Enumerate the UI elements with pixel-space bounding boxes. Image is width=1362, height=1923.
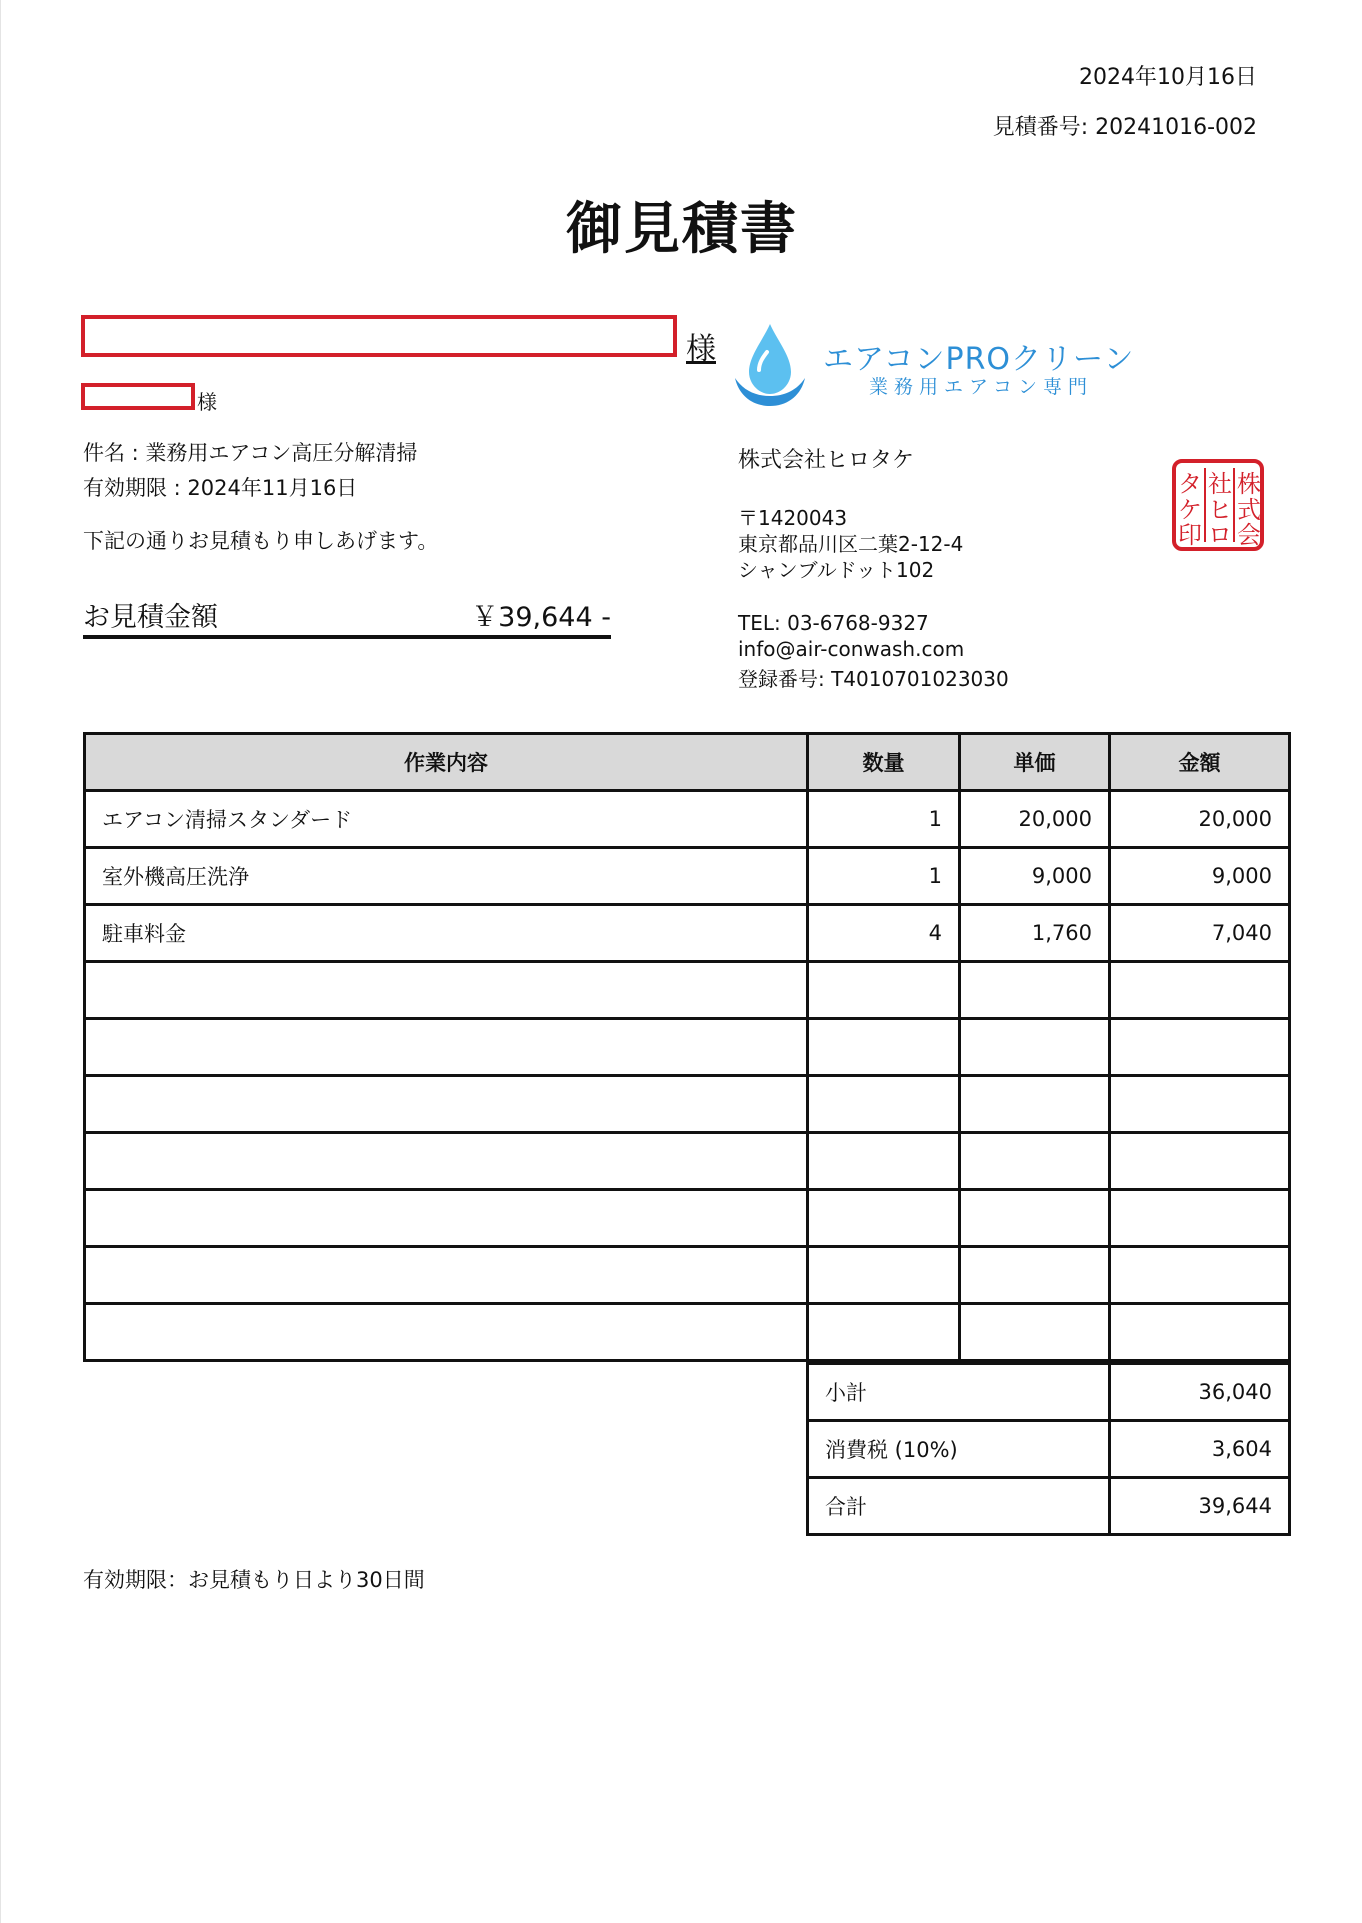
company-logo [733,322,1133,412]
table-row [85,905,1290,962]
logo-subtitle: 業務用エアコン専門 [869,376,1094,398]
item-description [85,1019,808,1076]
item-unit-price [960,1133,1110,1190]
header-amount: 金額 [1110,734,1290,791]
item-amount [1110,1247,1290,1304]
item-unit-price: 9,000 [960,848,1110,905]
item-quantity [808,1076,960,1133]
totals-value: 39,644 [1110,1478,1290,1535]
items-body [85,791,1290,1361]
estimate-number: 見積番号: 20241016-002 [992,115,1257,140]
item-description [85,1133,808,1190]
totals-value: 3,604 [1110,1421,1290,1478]
item-description: 室外機高圧洗浄 [85,848,808,905]
item-amount: 20,000 [1110,791,1290,848]
item-unit-price: 1,760 [960,905,1110,962]
redacted-recipient-person [81,383,195,410]
validity-note: 有効期限：お見積もり日より30日間 [83,1568,425,1592]
company-phone: TEL: 03-6768-9327 [738,611,929,635]
table-row [85,848,1290,905]
water-drop-icon [733,322,807,408]
item-quantity [808,962,960,1019]
item-amount [1110,1133,1290,1190]
company-seal-icon [1171,458,1265,552]
totals-value: 36,040 [1110,1364,1290,1421]
svg-text:タ: タ [1178,470,1202,498]
item-quantity [808,1190,960,1247]
item-unit-price [960,1304,1110,1361]
svg-text:社: 社 [1208,470,1232,498]
header-unit-price: 単価 [960,734,1110,791]
validity-line: 有効期限 : 2024年11月16日 [83,476,358,500]
estimate-amount-label: お見積金額 [83,602,218,633]
svg-text:会: 会 [1237,521,1261,549]
table-row [85,1133,1290,1190]
svg-text:ケ: ケ [1178,496,1202,524]
company-address-line2: シャンブルドット102 [738,558,935,582]
recipient-honorific: 様 [686,332,716,367]
item-quantity [808,1304,960,1361]
table-row [85,1304,1290,1361]
svg-text:ヒ: ヒ [1208,496,1232,524]
item-quantity [808,1247,960,1304]
company-registration-number: 登録番号: T4010701023030 [738,667,1009,691]
estimate-amount-value: ￥39,644 - [471,602,611,633]
item-amount [1110,1019,1290,1076]
greeting-line: 下記の通りお見積もり申しあげます。 [83,529,439,553]
totals-row [808,1478,1290,1535]
item-amount [1110,1076,1290,1133]
totals-row [808,1364,1290,1421]
issue-date: 2024年10月16日 [1079,65,1257,90]
item-description: エアコン清掃スタンダード [85,791,808,848]
svg-text:式: 式 [1237,496,1261,524]
totals-label: 消費税 (10%) [808,1421,1110,1478]
item-description [85,1304,808,1361]
subject-line: 件名 : 業務用エアコン高圧分解清掃 [83,441,418,465]
totals-label: 小計 [808,1364,1110,1421]
table-row [85,1019,1290,1076]
item-unit-price [960,962,1110,1019]
table-row [85,1247,1290,1304]
item-quantity [808,1019,960,1076]
header-quantity: 数量 [808,734,960,791]
recipient-person-honorific: 様 [197,390,217,414]
item-amount [1110,962,1290,1019]
table-row [85,791,1290,848]
totals-table [806,1362,1291,1536]
item-unit-price [960,1019,1110,1076]
item-description [85,1247,808,1304]
company-postal: 〒1420043 [738,506,848,530]
item-description [85,1076,808,1133]
item-quantity [808,1133,960,1190]
redacted-recipient-company [81,315,677,357]
estimate-amount-row [83,595,611,639]
company-name: 株式会社ヒロタケ [738,448,915,473]
items-header-row [85,734,1290,791]
svg-text:株: 株 [1237,470,1261,498]
svg-text:ロ: ロ [1208,521,1232,549]
totals-row [808,1421,1290,1478]
table-row [85,1190,1290,1247]
document-title: 御見積書 [566,197,798,262]
item-description: 駐車料金 [85,905,808,962]
item-quantity: 4 [808,905,960,962]
item-amount: 7,040 [1110,905,1290,962]
table-row [85,962,1290,1019]
items-table [83,732,1291,1362]
item-amount [1110,1190,1290,1247]
company-address-line1: 東京都品川区二葉2-12-4 [738,532,964,556]
item-description [85,1190,808,1247]
item-unit-price [960,1076,1110,1133]
totals-body [808,1364,1290,1535]
item-amount [1110,1304,1290,1361]
company-email: info@air-conwash.com [738,637,965,661]
item-quantity: 1 [808,791,960,848]
item-unit-price [960,1190,1110,1247]
item-unit-price: 20,000 [960,791,1110,848]
item-amount: 9,000 [1110,848,1290,905]
totals-label: 合計 [808,1478,1110,1535]
item-quantity: 1 [808,848,960,905]
item-description [85,962,808,1019]
svg-text:印: 印 [1178,521,1202,549]
item-unit-price [960,1247,1110,1304]
logo-title: エアコンPROクリーン [823,342,1135,377]
header-description: 作業内容 [85,734,808,791]
table-row [85,1076,1290,1133]
